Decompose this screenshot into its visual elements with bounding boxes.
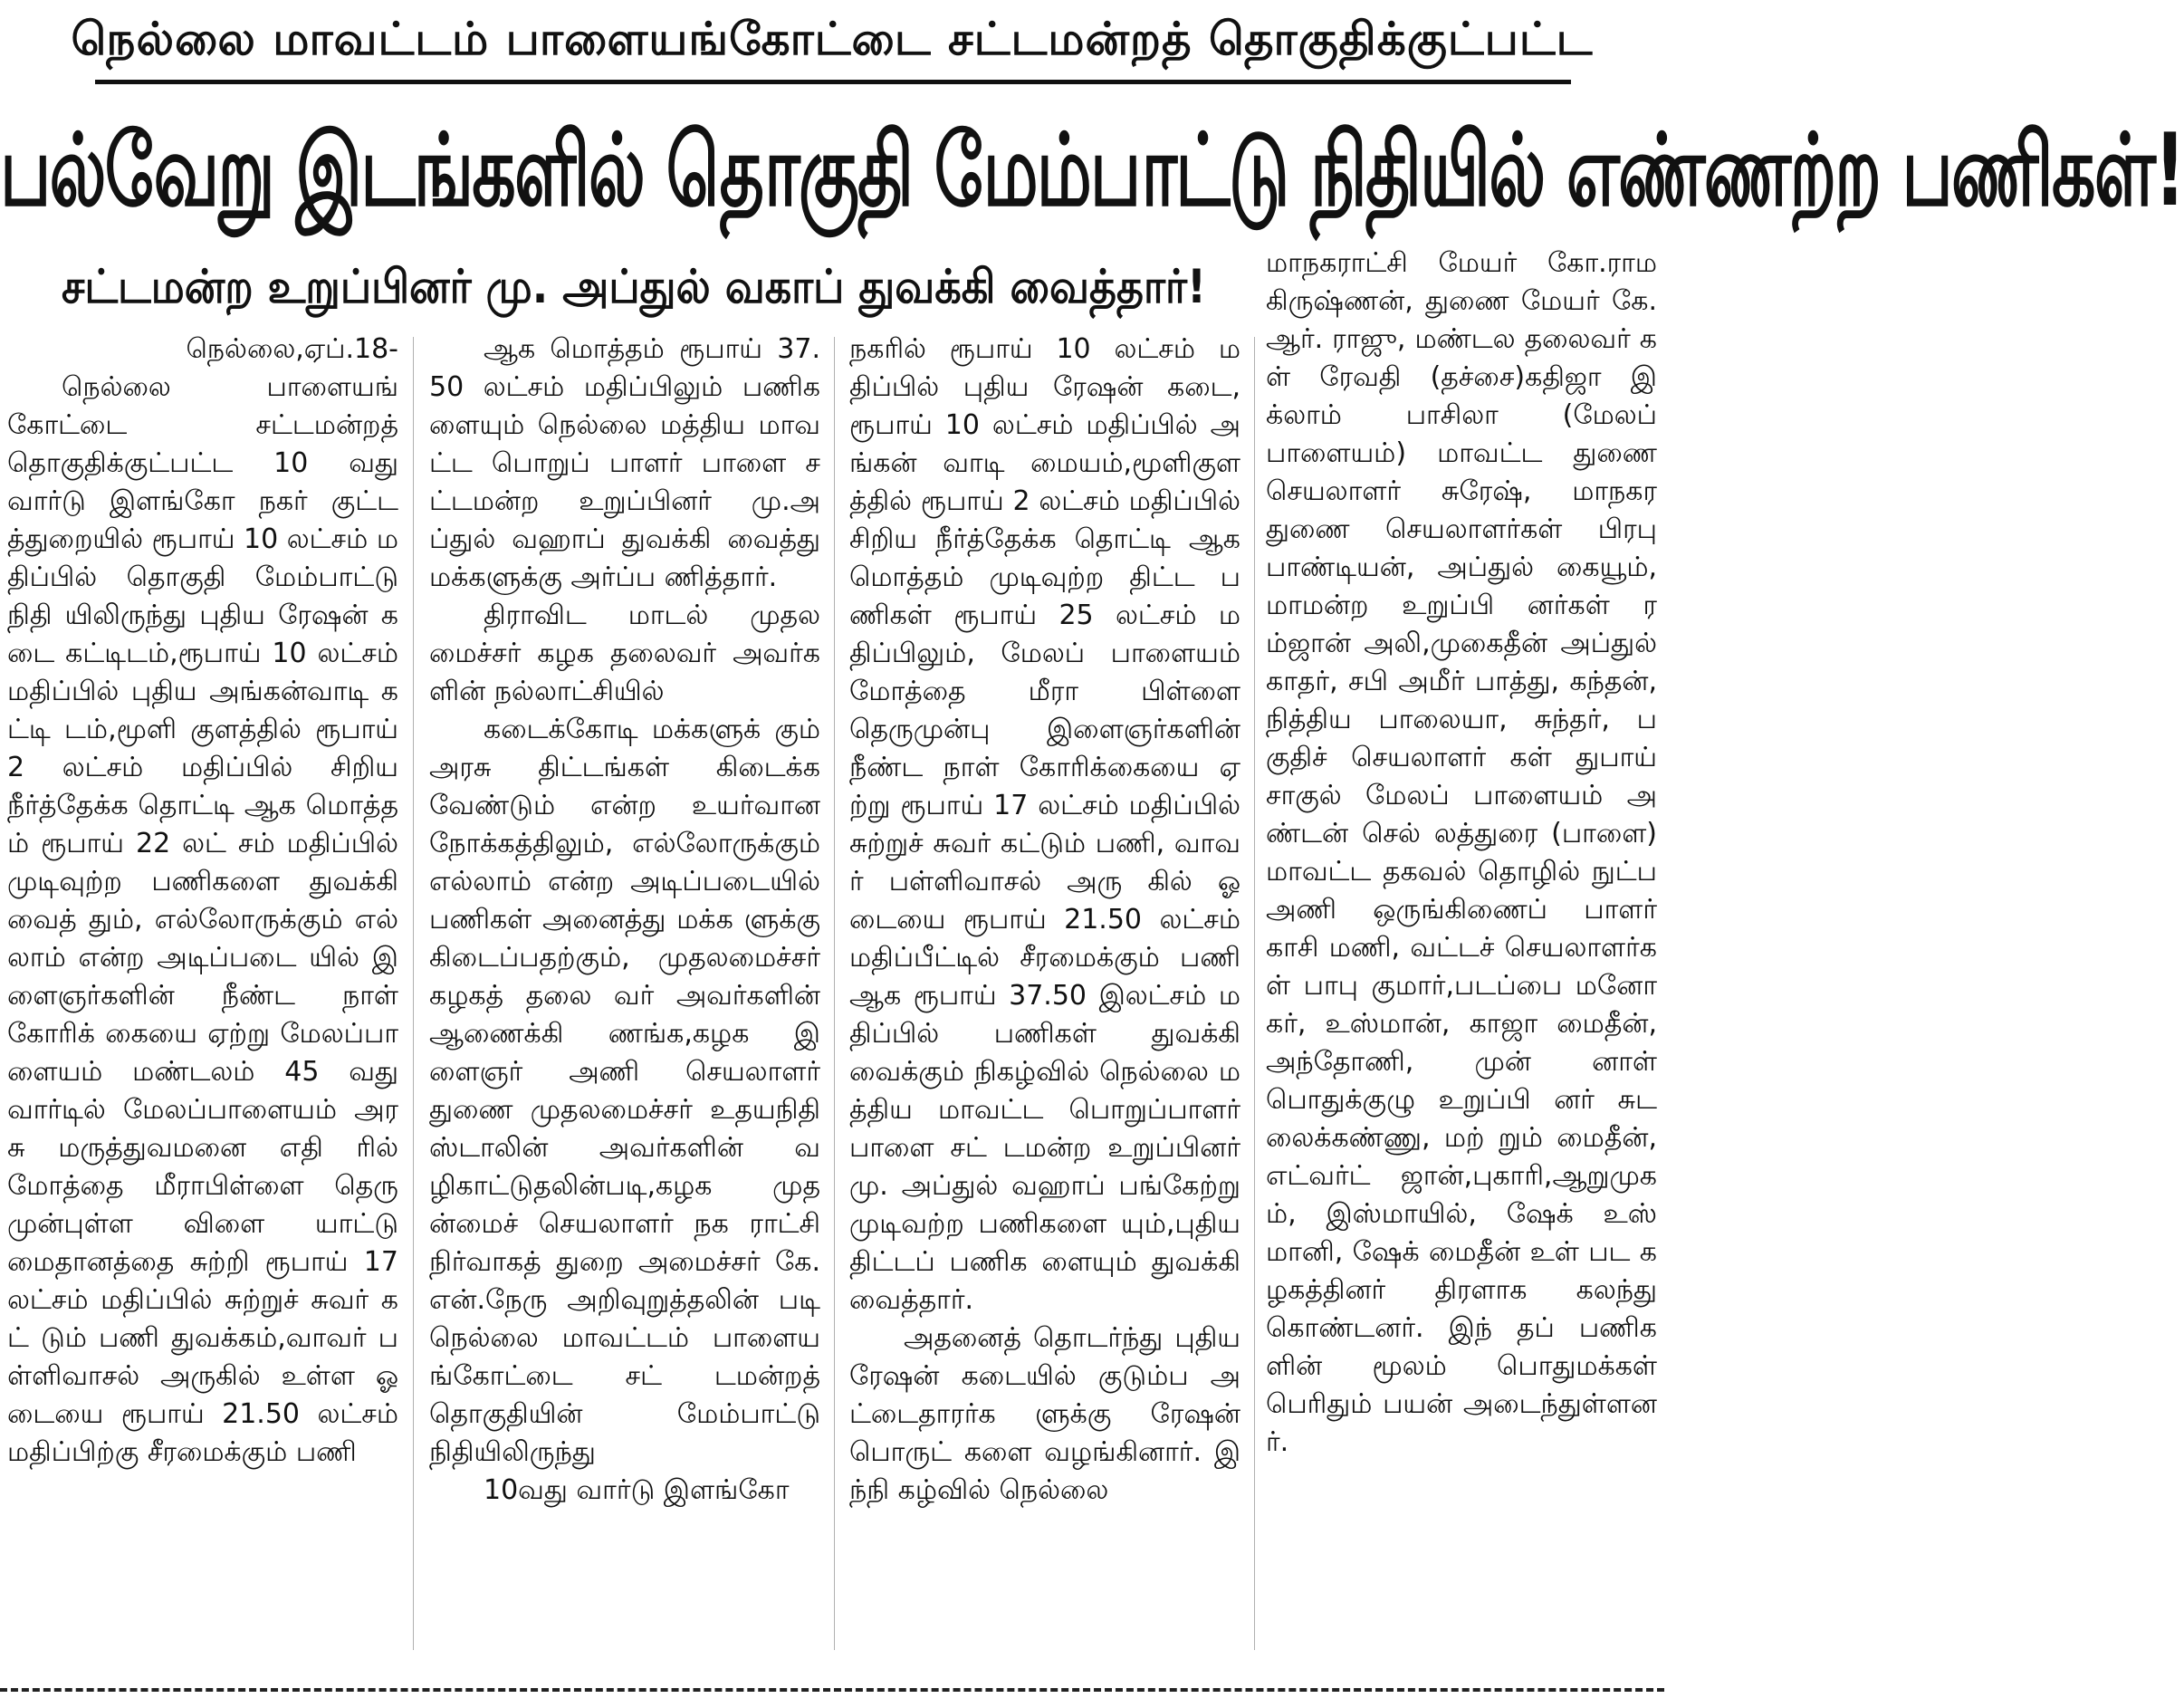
headline: பல்வேறு இடங்களில் தொகுதி மேம்பாட்டு நிதியில் எண்ணற்ற பணிகள்! — [0, 110, 2184, 229]
dateline: நெல்லை,ஏப்.18- — [186, 333, 398, 365]
article-column-2 — [429, 331, 820, 1653]
article-paragraph: கடைக்கோடி மக்களுக் கும் அரசு திட்டங்கள் கிடைக்க வேண்டும் என்ற உயர்வான நோக்கத்திலும், எல்லோருக்கும் எல்லாம் என்ற அடிப்படையில் பணிகள் அனைத்து மக்க ளுக்கு கிடைப்பதற்கும், முதலமைச்சர் கழகத் தலை வர் அவர்களின் ஆணைக்கி ணங்க,கழக இளைஞர் அணி செயலாளர் துணை முதலமைச்சர் உதயநிதி ஸ்டாலின் அவர்களின் வழிகாட்டுதலின்படி,கழக முதன்மைச் செயலாளர் நக ராட்சி நிர்வாகத் துறை அமைச்சர் கே.என்.நேரு அறிவுறுத்தலின் படி நெல்லை மாவட்டம் பாளையங்கோட்டை சட் டமன்றத் தொகுதியின் மேம்பாட்டு நிதியிலிருந்து — [429, 714, 820, 1468]
article-paragraph: அதனைத் தொடர்ந்து புதிய ரேஷன் கடையில் குடும்ப அட்டைதாரர்க ளுக்கு ரேஷன் பொருட் களை வழங்கினார். இந்நி கழ்வில் நெல்லை — [849, 1322, 1240, 1506]
bottom-dashed-rule — [0, 1688, 1664, 1692]
article-paragraph: திராவிட மாடல் முதல மைச்சர் கழக தலைவர் அவர்களின் நல்லாட்சியில் — [429, 600, 820, 707]
article-paragraph: நகரில் ரூபாய் 10 லட்சம் மதிப்பில் புதிய ரேஷன் கடை, ரூபாய் 10 லட்சம் மதிப்பில் அங்கன் வாடி மையம்,மூளிகுளத்தில் ரூபாய் 2 லட்சம் மதிப்பில் சிறிய நீர்த்தேக்க தொட்டி ஆக மொத்தம் முடிவுற்ற திட்ட பணிகள் ரூபாய் 25 லட்சம் மதிப்பிலும், மேலப் பாளையம் மோத்தை மீரா பிள்ளை தெருமுன்பு இளைஞர்களின் நீண்ட நாள் கோரிக்கையை ஏற்று ரூபாய் 17 லட்சம் மதிப்பில் சுற்றுச் சுவர் கட்டும் பணி, வாவர் பள்ளிவாசல் அரு கில் ஓடையை ரூபாய் 21.50 லட்சம் மதிப்பீட்டில் சீரமைக்கும் பணி ஆக ரூபாய் 37.50 இலட்சம் மதிப்பில் பணிகள் துவக்கி வைக்கும் நிகழ்வில் நெல்லை மத்திய மாவட்ட பொறுப்பாளர் பாளை சட் டமன்ற உறுப்பினர் மு. அப்துல் வஹாப் பங்கேற்று முடிவற்ற பணிகளை யும்,புதிய திட்டப் பணிக ளையும் துவக்கி வைத்தார். — [849, 333, 1240, 1316]
article-paragraph: ஆக மொத்தம் ரூபாய் 37. 50 லட்சம் மதிப்பிலும் பணிகளையும் நெல்லை மத்திய மாவட்ட பொறுப் பாளர் பாளை சட்டமன்ற உறுப்பினர் மு.அப்துல் வஹாப் துவக்கி வைத்து மக்களுக்கு அர்ப்ப ணித்தார். — [429, 333, 820, 593]
article-column-4 — [1266, 245, 1657, 1657]
article-column-3 — [849, 331, 1240, 1653]
kicker-line: நெல்லை மாவட்டம் பாளையங்கோட்டை சட்டமன்றத் தொகுதிக்குட்பட்ட — [71, 13, 1594, 65]
article-paragraph: 10வது வார்டு இளங்கோ — [484, 1474, 790, 1506]
subheadline: சட்டமன்ற உறுப்பினர் மு. அப்துல் வகாப் துவக்கி வைத்தார்! — [62, 258, 1206, 314]
article-column-1 — [7, 331, 398, 1653]
article-paragraph: நெல்லை பாளையங் கோட்டை சட்டமன்றத் தொகுதிக்குட்பட்ட 10 வது வார்டு இளங்கோ நகர் குட்டத்துறையில் ரூபாய் 10 லட்சம் மதிப்பில் தொகுதி மேம்பாட்டு நிதி யிலிருந்து புதிய ரேஷன் கடை கட்டிடம்,ரூபாய் 10 லட்சம் மதிப்பில் புதிய அங்கன்வாடி கட்டி டம்,மூளி குளத்தில் ரூபாய் 2 லட்சம் மதிப்பில் சிறிய நீர்த்தேக்க தொட்டி ஆக மொத்தம் ரூபாய் 22 லட் சம் மதிப்பில் முடிவுற்ற பணிகளை துவக்கி வைத் தும், எல்லோருக்கும் எல் லாம் என்ற அடிப்படை யில் இளைஞர்களின் நீண்ட நாள் கோரிக் கையை ஏற்று மேலப்பா ளையம் மண்டலம் 45 வது வார்டில் மேலப்பாளையம் அரசு மருத்துவமனை எதி ரில் மோத்தை மீராபிள்ளை தெரு முன்புள்ள விளை யாட்டு மைதானத்தை சுற்றி ரூபாய் 17 லட்சம் மதிப்பில் சுற்றுச் சுவர் கட் டும் பணி துவக்கம்,வாவர் பள்ளிவாசல் அருகில் உள்ள ஓடையை ரூபாய் 21.50 லட்சம் மதிப்பிற்கு சீரமைக்கும் பணி — [7, 371, 398, 1468]
column-divider — [834, 337, 835, 1650]
column-divider — [1254, 337, 1255, 1650]
article-paragraph: மாநகராட்சி மேயர் கோ.ராமகிருஷ்ணன், துணை மேயர் கே.ஆர். ராஜு, மண்டல தலைவர் கள் ரேவதி (தச்சை)கதிஜா இக்லாம் பாசிலா (மேலப் பாளையம்) மாவட்ட துணை செயலாளர் சுரேஷ், மாநகர துணை செயலாளர்கள் பிரபு பாண்டியன், அப்துல் கையூம், மாமன்ற உறுப்பி னர்கள் ரம்ஜான் அலி,முகைதீன் அப்துல் காதர், சபி அமீர் பாத்து, கந்தன், நித்திய பாலையா, சுந்தர், பகுதிச் செயலாளர் கள் துபாய் சாகுல் மேலப் பாளையம் அண்டன் செல் லத்துரை (பாளை) மாவட்ட தகவல் தொழில் நுட்ப அணி ஒருங்கிணைப் பாளர் காசி மணி, வட்டச் செயலாளர்கள் பாபு குமார்,படப்பை மனோ கர், உஸ்மான், காஜா மைதீன், அந்தோணி, முன் னாள் பொதுக்குழு உறுப்பி னர் சுடலைக்கண்ணு, மற் றும் மைதீன்,எட்வர்ட் ஜான்,புகாரி,ஆறுமுகம், இஸ்மாயில், ஷேக் உஸ் மானி, ஷேக் மைதீன் உள் பட கழகத்தினர் திரளாக கலந்து கொண்டனர். இந் தப் பணிகளின் மூலம் பொதுமக்கள் பெரிதும் பயன் அடைந்துள்ளனர். — [1266, 247, 1657, 1458]
column-divider — [413, 337, 414, 1650]
